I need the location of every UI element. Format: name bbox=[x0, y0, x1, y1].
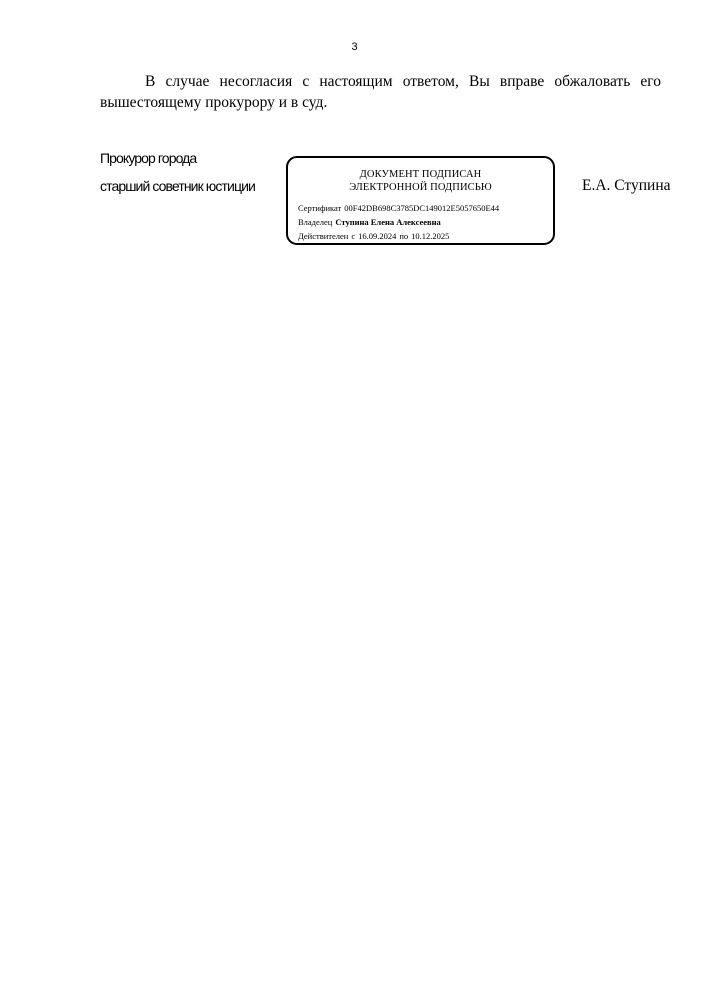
stamp-title-line2: ЭЛЕКТРОННОЙ ПОДПИСЬЮ bbox=[349, 182, 492, 193]
stamp-owner-row bbox=[298, 217, 441, 228]
stamp-owner-value: Ступина Елена Алексеевна bbox=[335, 217, 441, 227]
stamp-validity-to-label: по bbox=[399, 231, 409, 241]
signer-position-line2: старший советник юстиции bbox=[100, 178, 255, 194]
stamp-validity-row bbox=[298, 231, 449, 242]
signer-position-line1: Прокурор города bbox=[100, 150, 197, 166]
stamp-validity-from: 16.09.2024 bbox=[358, 231, 397, 241]
electronic-signature-stamp bbox=[286, 156, 555, 245]
stamp-validity-to: 10.12.2025 bbox=[411, 231, 450, 241]
stamp-title-line1: ДОКУМЕНТ ПОДПИСАН bbox=[359, 169, 482, 180]
signer-name: Е.А. Ступина bbox=[582, 177, 671, 194]
stamp-certificate-row bbox=[298, 203, 499, 214]
stamp-owner-label: Владелец bbox=[298, 217, 333, 227]
stamp-validity-label: Действителен bbox=[298, 231, 349, 241]
page-number: 3 bbox=[351, 41, 358, 53]
stamp-certificate-label: Сертификат bbox=[298, 203, 342, 213]
appeal-paragraph: В случае несогласия с настоящим ответом, Вы вправе обжаловать его вышестоящему прокурору и в суд. bbox=[100, 73, 661, 111]
stamp-certificate-value: 00F42DB698C3785DC149012E5057650E44 bbox=[344, 203, 500, 213]
stamp-validity-from-label: с bbox=[351, 231, 356, 241]
